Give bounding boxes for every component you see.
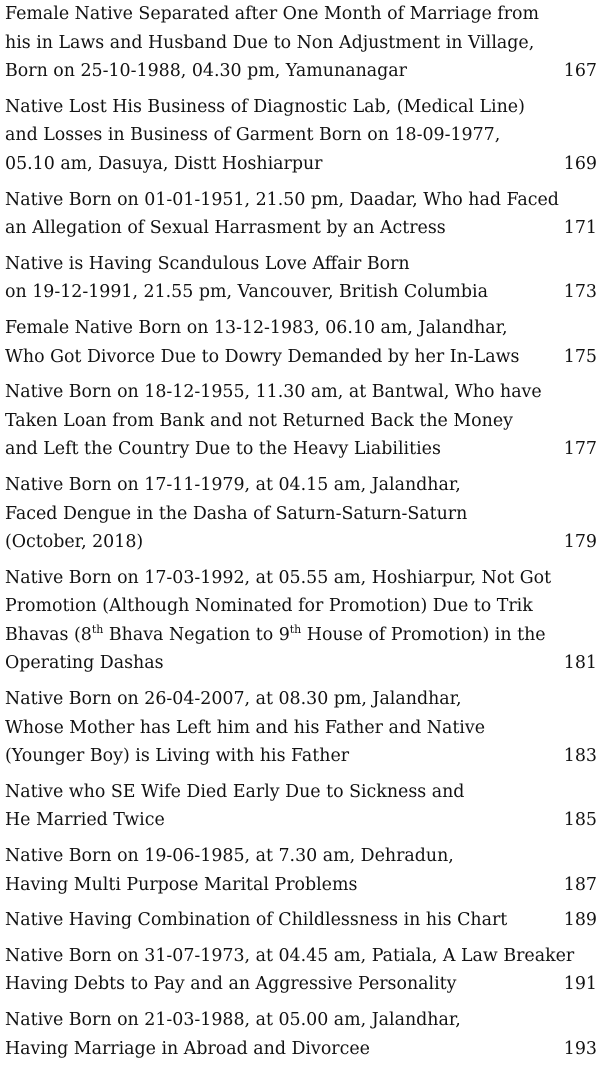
page-number: 179 bbox=[563, 532, 597, 553]
toc-entry[interactable] bbox=[5, 378, 597, 464]
entry-title-line: Promotion (Although Nominated for Promotion) Due to Trik bbox=[5, 596, 533, 617]
entry-title-line: Native Born on 26-04-2007, at 08.30 pm, Jalandhar, bbox=[5, 689, 462, 710]
entry-title-line: (October, 2018) bbox=[5, 532, 144, 553]
page-number: 191 bbox=[563, 974, 597, 995]
entry-title-line: Native is Having Scandulous Love Affair Born bbox=[5, 253, 410, 274]
entry-title-line: Native Born on 17-03-1992, at 05.55 am, Hoshiarpur, Not Got bbox=[5, 567, 552, 588]
page-number: 181 bbox=[563, 653, 597, 674]
entry-title-line: Having Multi Purpose Marital Problems bbox=[5, 874, 358, 895]
page-number: 189 bbox=[563, 910, 597, 931]
entry-title-line: Native Born on 31-07-1973, at 04.45 am, Patiala, A Law Breaker bbox=[5, 945, 575, 966]
page-number: 169 bbox=[563, 153, 597, 174]
entry-title-line: Native who SE Wife Died Early Due to Sickness and bbox=[5, 781, 465, 802]
entry-title-line: He Married Twice bbox=[5, 810, 165, 831]
page-number: 193 bbox=[563, 1038, 597, 1059]
entry-title-line: Who Got Divorce Due to Dowry Demanded by her In-Laws bbox=[5, 346, 520, 367]
entry-title-line: Native Born on 17-11-1979, at 04.15 am, Jalandhar, bbox=[5, 474, 461, 495]
page-number: 175 bbox=[563, 346, 597, 367]
line-fragment: House of Promotion) in the bbox=[301, 624, 546, 645]
ordinal-suffix: th bbox=[289, 623, 302, 637]
entry-title-line: and Left the Country Due to the Heavy Liabilities bbox=[5, 439, 441, 460]
entry-title-line: Native Born on 01-01-1951, 21.50 pm, Daadar, Who had Faced bbox=[5, 189, 559, 210]
entry-title-line: Female Native Born on 13-12-1983, 06.10 am, Jalandhar, bbox=[5, 317, 508, 338]
toc-entry[interactable] bbox=[5, 1006, 597, 1063]
toc-entry[interactable] bbox=[5, 778, 597, 835]
toc-entry[interactable] bbox=[5, 186, 597, 243]
page-number: 177 bbox=[563, 439, 597, 460]
toc-entry[interactable] bbox=[5, 685, 597, 771]
entry-title-line: Female Native Separated after One Month of Marriage from bbox=[5, 4, 539, 24]
entry-title-line: Operating Dashas bbox=[5, 653, 164, 674]
entry-title-line: on 19-12-1991, 21.55 pm, Vancouver, British Columbia bbox=[5, 282, 488, 303]
entry-title-line: Native Lost His Business of Diagnostic Lab, (Medical Line) bbox=[5, 96, 525, 117]
entry-title-line: Native Having Combination of Childlessness in his Chart bbox=[5, 910, 508, 931]
toc-entry[interactable] bbox=[5, 564, 597, 678]
entry-title-line: an Allegation of Sexual Harrasment by an Actress bbox=[5, 218, 446, 239]
entry-title-line: 05.10 am, Dasuya, Distt Hoshiarpur bbox=[5, 153, 323, 174]
page-number: 167 bbox=[563, 61, 597, 82]
page-number: 173 bbox=[563, 282, 597, 303]
page-number: 185 bbox=[563, 810, 597, 831]
page-number: 183 bbox=[563, 746, 597, 767]
toc-entry[interactable] bbox=[5, 0, 597, 86]
entry-title-line: Native Born on 19-06-1985, at 7.30 am, Dehradun, bbox=[5, 846, 454, 867]
entry-title-line: Native Born on 21-03-1988, at 05.00 am, Jalandhar, bbox=[5, 1010, 461, 1030]
line-fragment: Bhava Negation to 9 bbox=[103, 624, 290, 645]
toc-entry[interactable] bbox=[5, 906, 597, 935]
entry-title-line: (Younger Boy) is Living with his Father bbox=[5, 746, 350, 767]
toc-entry[interactable] bbox=[5, 250, 597, 307]
entry-title-line: Native Born on 18-12-1955, 11.30 am, at Bantwal, Who have bbox=[5, 382, 542, 403]
entry-title-line: and Losses in Business of Garment Born on 18-09-1977, bbox=[5, 125, 501, 146]
toc-entry[interactable] bbox=[5, 314, 597, 371]
table-of-contents bbox=[5, 0, 597, 1070]
toc-entry[interactable] bbox=[5, 93, 597, 179]
entry-title-line: Whose Mother has Left him and his Father and Native bbox=[5, 717, 485, 738]
toc-entry[interactable] bbox=[5, 942, 597, 999]
ordinal-suffix: th bbox=[91, 623, 104, 637]
entry-title-line: Having Marriage in Abroad and Divorcee bbox=[5, 1038, 370, 1059]
entry-title-line: Having Debts to Pay and an Aggressive Personality bbox=[5, 974, 457, 995]
page-number: 187 bbox=[563, 874, 597, 895]
entry-title-line-superscript bbox=[5, 621, 549, 650]
page-number: 171 bbox=[563, 218, 597, 239]
entry-title-line: Born on 25-10-1988, 04.30 pm, Yamunanagar bbox=[5, 61, 407, 82]
entry-title-line: Faced Dengue in the Dasha of Saturn-Saturn-Saturn bbox=[5, 503, 468, 524]
toc-entry[interactable] bbox=[5, 842, 597, 899]
line-fragment: Bhavas (8 bbox=[5, 624, 92, 645]
entry-title-line: Taken Loan from Bank and not Returned Back the Money bbox=[5, 410, 513, 431]
toc-entry[interactable] bbox=[5, 471, 597, 557]
entry-title-line: his in Laws and Husband Due to Non Adjustment in Village, bbox=[5, 32, 535, 53]
